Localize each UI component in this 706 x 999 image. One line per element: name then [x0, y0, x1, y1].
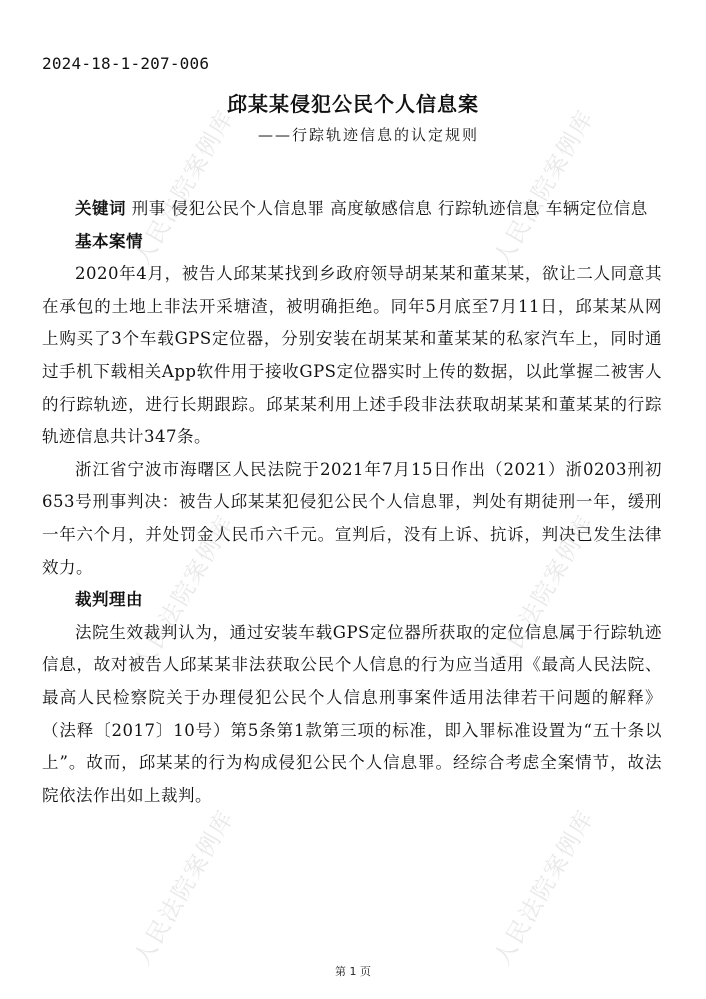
keywords-label: 关键词 [75, 199, 126, 218]
watermark: 人民法院案例库 [129, 805, 240, 971]
page-number: 第 1 页 [335, 965, 371, 978]
watermark: 人民法院案例库 [129, 105, 240, 271]
document-id: 2024-18-1-207-006 [42, 54, 210, 73]
watermark: 人民法院案例库 [489, 105, 600, 271]
page-title: 邱某某侵犯公民个人信息案 [227, 92, 479, 116]
paragraph: 2020年4月，被告人邱某某找到乡政府领导胡某某和董某某，欲让二人同意其在承包的土地上非法开采塘渣，被明确拒绝。同年5月底至7月11日，邱某某从网上购买了3个车载GPS定位器，分别安装在胡某某和董某某的私家汽车上，同时通过手机下载相关App软件用于接收GPS定位器实时上传的数据，以此掌握二被害人的行踪轨迹，进行长期跟踪。邱某某利用上述手段非法获取胡某某和董某某的行踪轨迹信息共计347条。 [42, 264, 662, 447]
watermark: 人民法院案例库 [129, 510, 240, 676]
document-body [42, 193, 662, 812]
keywords-text: 刑事 侵犯公民个人信息罪 高度敏感信息 行踪轨迹信息 车辆定位信息 [126, 199, 648, 218]
watermark: 人民法院案例库 [489, 805, 600, 971]
page-subtitle: ——行踪轨迹信息的认定规则 [258, 126, 480, 144]
keywords-line [42, 193, 662, 226]
watermark: 人民法院案例库 [489, 510, 600, 676]
section-heading-reasoning: 裁判理由 [75, 590, 143, 610]
paragraph: 浙江省宁波市海曙区人民法院于2021年7月15日作出（2021）浙0203刑初653号刑事判决：被告人邱某某犯侵犯公民个人信息罪，判处有期徒刑一年，缓刑一年六个月，并处罚金人民币六千元。宣判后，没有上诉、抗诉，判决已发生法律效力。 [42, 459, 662, 577]
section-heading-basic-facts: 基本案情 [75, 231, 143, 251]
paragraph: 法院生效裁判认为，通过安装车载GPS定位器所获取的定位信息属于行踪轨迹信息，故对被告人邱某某非法获取公民个人信息的行为应当适用《最高人民法院、最高人民检察院关于办理侵犯公民个人信息刑事案件适用法律若干问题的解释》（法释〔2017〕10号）第5条第1款第三项的标准，即入罪标准设置为“五十条以上”。故而，邱某某的行为构成侵犯公民个人信息罪。经综合考虑全案情节，故法院依法作出如上裁判。 [42, 622, 662, 805]
